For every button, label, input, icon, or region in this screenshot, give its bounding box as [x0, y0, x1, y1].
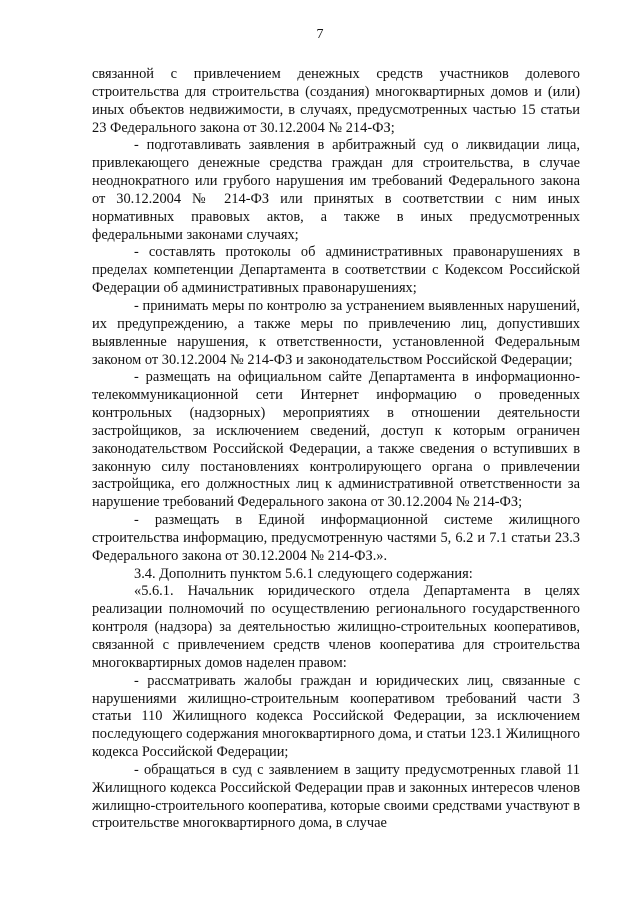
paragraph-website-publication: - размещать на официальном сайте Департамента в информационно-телекоммуникационной сети Интернет информацию о проведенных контрольных (надзорных) мероприятиях в отношении деятельности застройщиков, за исключением сведений, доступ к которым ограничен законодательством Российской Федерации, а также сведения о вступивших в законную силу постановлениях контролирующего органа о привлечении застройщика, его должностных лиц к административной ответственности за нарушение требований Федерального закона от 30.12.2004 № 214-ФЗ; — [92, 369, 580, 511]
paragraph-continuation: связанной с привлечением денежных средств участников долевого строительства для строительства (создания) многоквартирных домов и (или) иных объектов недвижимости, в случаях, предусмотренных частью 15 статьи 23 Федерального закона от 30.12.2004 № 214-ФЗ; — [92, 66, 580, 136]
paragraph-section-3-4: 3.4. Дополнить пунктом 5.6.1 следующего содержания: — [134, 565, 473, 582]
page-number: 7 — [316, 27, 324, 42]
paragraph-control-measures: - принимать меры по контролю за устранением выявленных нарушений, их предупреждению, а также меры по привлечению лиц, допустивших выявленные нарушения, к ответственности, установленной Федеральным законом от 30.12.2004 № 214-ФЗ и законодательством Российской Федерации; — [92, 297, 580, 368]
paragraph-arbitration-claim: - подготавливать заявления в арбитражный суд о ликвидации лица, привлекающего денежные средства граждан для строительства, в случае неоднократного или грубого нарушения им требований Федерального закона от 30.12.2004 № 214-ФЗ или принятых в соответствии с ним иных нормативных правовых актов, а также в иных предусмотренных федеральными законами случаях; — [92, 137, 580, 243]
paragraph-protocols: - составлять протоколы об административных правонарушениях в пределах компетенции Департамента в соответствии с Кодексом Российской Федерации об административных правонарушениях; — [92, 244, 580, 297]
paragraph-court-appeal: - обращаться в суд с заявлением в защиту предусмотренных главой 11 Жилищного кодекса Российской Федерации прав и законных интересов членов жилищно-строительного кооператива, которые своими средствами участвуют в строительстве многоквартирного дома, в случае — [92, 761, 580, 832]
document-body — [92, 66, 580, 833]
paragraph-unified-system: - размещать в Единой информационной системе жилищного строительства информацию, предусмотренную частями 5, 6.2 и 7.1 статьи 23.3 Федерального закона от 30.12.2004 № 214-ФЗ.». — [92, 512, 580, 564]
paragraph-clause-5-6-1: «5.6.1. Начальник юридического отдела Департамента в целях реализации полномочий по осуществлению регионального государственного контроля (надзора) за деятельностью жилищно-строительных кооперативов, связанной с привлечением средств членов кооператива для строительства многоквартирных домов наделен правом: — [92, 583, 580, 671]
paragraph-complaints: - рассматривать жалобы граждан и юридических лиц, связанные с нарушениями жилищно-строительным кооперативом требований части 3 статьи 110 Жилищного кодекса Российской Федерации, за исключением последующего содержания многоквартирного дома, и статьи 123.1 Жилищного кодекса Российской Федерации; — [92, 672, 580, 761]
